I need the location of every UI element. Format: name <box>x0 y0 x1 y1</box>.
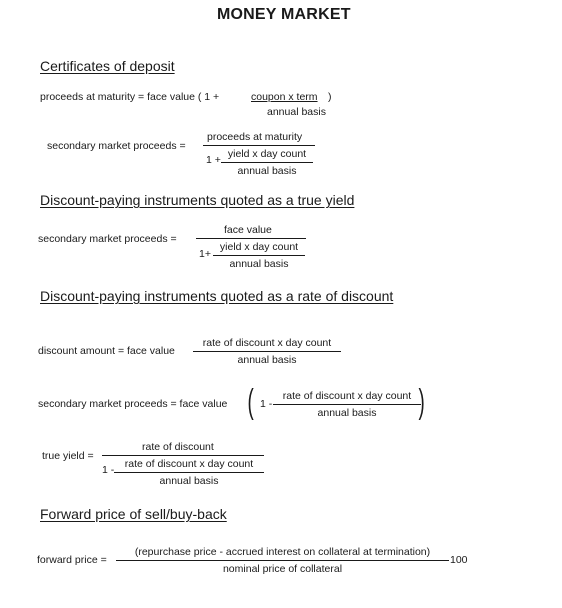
heading-rate-of-discount: Discount-paying instruments quoted as a rate of discount <box>40 288 394 304</box>
formula-lhs: secondary market proceeds = face value <box>38 398 228 410</box>
formula-lhs: secondary market proceeds = <box>47 140 186 152</box>
formula-one-minus: 1 - <box>102 464 115 476</box>
formula-numerator: coupon x term <box>251 91 318 103</box>
heading-true-yield: Discount-paying instruments quoted as a true yield <box>40 192 355 208</box>
numerator: rate of discount x day count <box>193 336 341 352</box>
right-paren: ) <box>418 383 425 421</box>
formula-denominator: annual basis <box>267 106 326 118</box>
inner-denominator: annual basis <box>237 165 297 177</box>
inner-denominator: annual basis <box>229 258 289 270</box>
formula-numerator: proceeds at maturity <box>207 131 303 143</box>
formula-close-paren: ) <box>328 91 332 103</box>
formula-numerator: face value <box>224 224 272 236</box>
formula-multiplier: 100 <box>450 554 468 566</box>
heading-forward-price: Forward price of sell/buy-back <box>40 506 227 522</box>
fraction-bar <box>203 145 315 146</box>
fraction <box>273 389 421 420</box>
heading-certificates-of-deposit: Certificates of deposit <box>40 58 175 74</box>
formula-lhs: secondary market proceeds = <box>38 233 177 245</box>
fraction-bar <box>102 455 264 456</box>
fraction <box>116 545 449 576</box>
formula-one-minus: 1 - <box>260 398 273 410</box>
fraction <box>193 336 341 367</box>
left-paren: ( <box>247 383 254 421</box>
formula-lhs: discount amount = face value <box>38 345 175 357</box>
inner-numerator: yield x day count <box>221 147 313 163</box>
inner-numerator: yield x day count <box>213 240 305 256</box>
formula-numerator: rate of discount <box>142 441 214 453</box>
formula-lhs: true yield = <box>42 450 94 462</box>
inner-fraction <box>213 240 305 271</box>
page-title: MONEY MARKET <box>217 6 351 23</box>
inner-denominator: annual basis <box>159 475 219 487</box>
denominator: annual basis <box>237 354 297 366</box>
denominator: annual basis <box>317 407 377 419</box>
inner-fraction <box>114 457 264 488</box>
formula-one-plus: 1+ <box>199 248 211 260</box>
denominator: nominal price of collateral <box>222 563 343 575</box>
formula-lhs: proceeds at maturity = face value ( 1 + <box>40 91 220 103</box>
numerator: rate of discount x day count <box>273 389 421 405</box>
fraction-bar <box>196 238 306 239</box>
formula-lhs: forward price = <box>37 554 107 566</box>
formula-one-plus: 1 + <box>206 154 221 166</box>
inner-numerator: rate of discount x day count <box>114 457 264 473</box>
inner-fraction <box>221 147 313 178</box>
numerator: (repurchase price - accrued interest on collateral at termination) <box>116 545 449 561</box>
